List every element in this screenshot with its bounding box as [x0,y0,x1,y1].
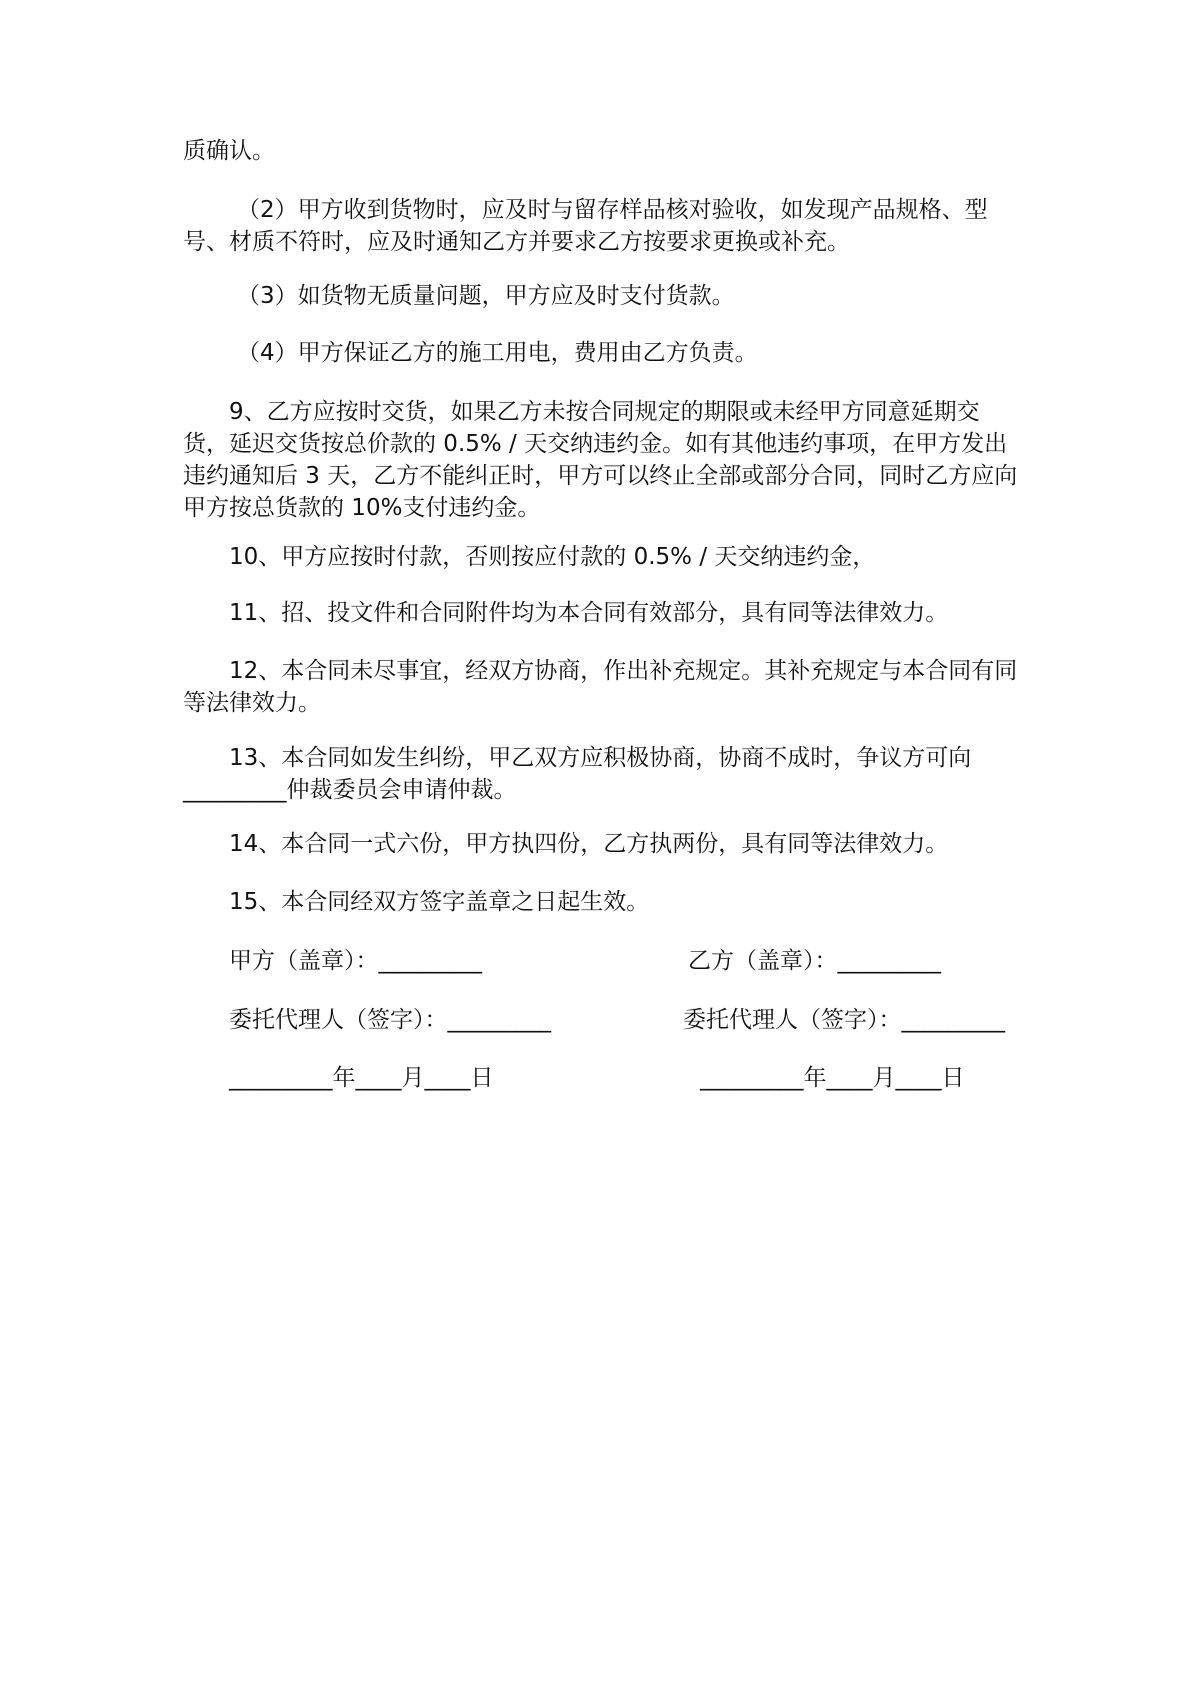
signature-date-row [0,1062,1200,1094]
paragraph-clause-10: 10、甲方应按时付款，否则按应付款的 0.5% / 天交纳违约金， [229,544,876,570]
signature-seal-row [0,945,1200,977]
paragraph-clause-8-4: （4）甲方保证乙方的施工用电，费用由乙方负责。 [237,340,758,366]
paragraph-clause-8-3: （3）如货物无质量问题，甲方应及时支付货款。 [237,283,735,309]
paragraph-clause-12: 12、本合同未尽事宜，经双方协商，作出补充规定。其补充规定与本合同有同等法律效力。 [183,658,1018,716]
paragraph-clause-13: 13、本合同如发生纠纷，甲乙双方应积极协商，协商不成时，争议方可向_________仲裁委员会申请仲裁。 [183,745,972,803]
party-a-date-line: _________年____月____日 [229,1065,494,1091]
party-b-agent-line: 委托代理人（签字）：_________ [683,1007,1005,1033]
paragraph-clause-8-2: （2）甲方收到货物时，应及时与留存样品核对验收，如发现产品规格、型号、材质不符时，应及时通知乙方并要求乙方按要求更换或补充。 [183,197,988,255]
party-b-date-line: _________年____月____日 [700,1065,965,1091]
paragraph-clause-15: 15、本合同经双方签字盖章之日起生效。 [229,889,650,915]
signature-agent-row [0,1004,1200,1036]
paragraph-clause-11: 11、招、投文件和合同附件均为本合同有效部分，具有同等法律效力。 [229,600,949,626]
paragraph-clause-9: 9、乙方应按时交货，如果乙方未按合同规定的期限或未经甲方同意延期交货，延迟交货按总价款的 0.5% / 天交纳违约金。如有其他违约事项，在甲方发出违约通知后 3 天，乙方不能纠正时，甲方可以终止全部或部分合同，同时乙方应向甲方按总货款的 10%支付违约金。 [183,399,1018,521]
party-a-seal-line: 甲方（盖章）：_________ [229,948,482,974]
party-b-seal-line: 乙方（盖章）：_________ [688,948,941,974]
paragraph-clause-14: 14、本合同一式六份，甲方执四份，乙方执两份，具有同等法律效力。 [229,831,949,857]
party-a-agent-line: 委托代理人（签字）：_________ [229,1007,551,1033]
paragraph-quality-confirm: 质确认。 [183,138,275,164]
